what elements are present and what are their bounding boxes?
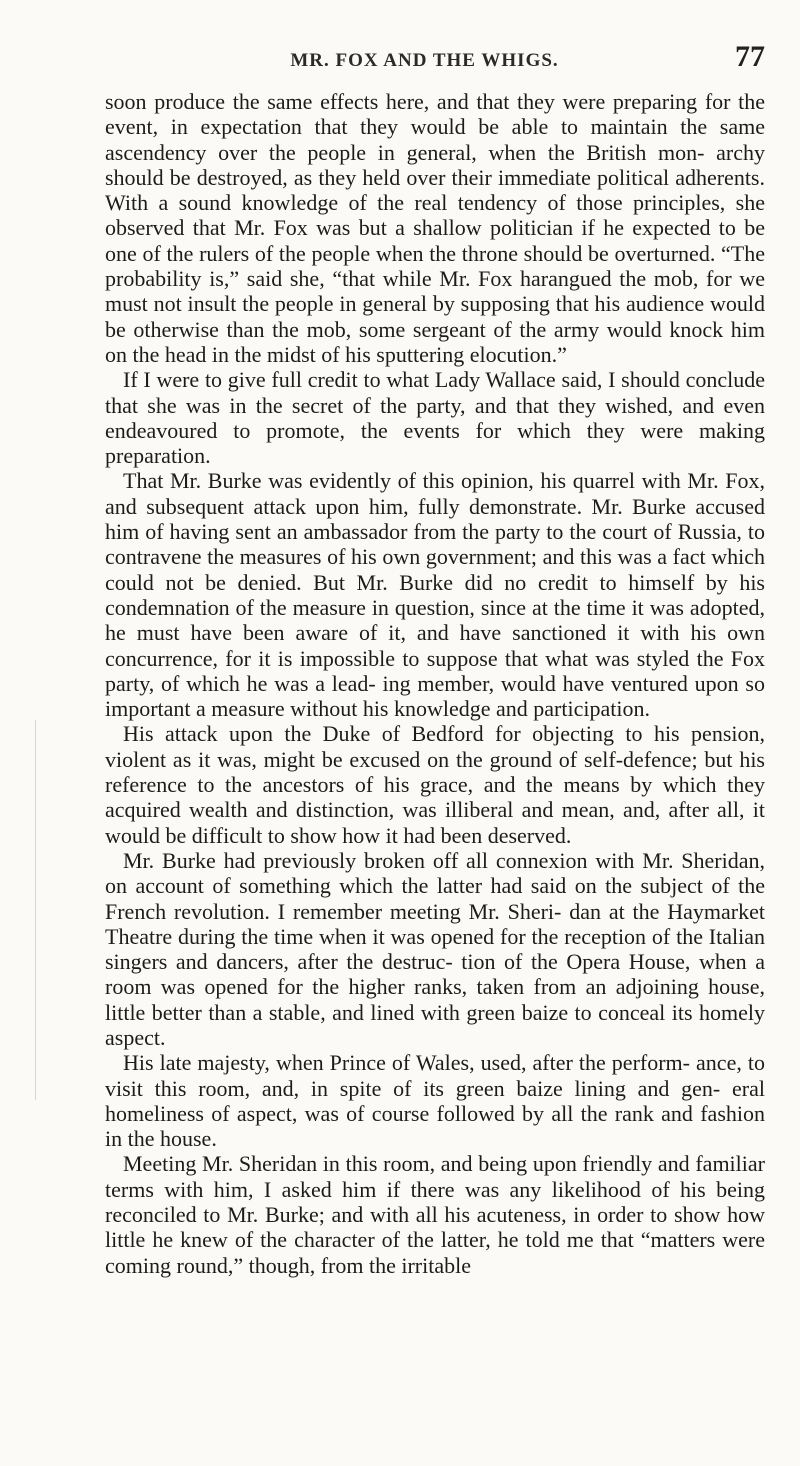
page-number: 77 bbox=[735, 40, 765, 73]
paragraph: If I were to give full credit to what Lady Wallace said, I should conclude that she was in the secret of the party, and that they wished, and even endeavoured to promote, the events for which they were making preparation. bbox=[105, 367, 765, 469]
paragraph: His attack upon the Duke of Bedford for objecting to his pension, violent as it was, might be excused on the ground of self-defence; but his reference to the ancestors of his grace, and the means by which they acquired wealth and distinction, was illiberal and mean, and, after all, it would be difficult to show how it had been deserved. bbox=[105, 721, 765, 848]
body-text bbox=[105, 89, 765, 1278]
paragraph: Mr. Burke had previously broken off all connexion with Mr. Sheridan, on account of something which the latter had said on the subject of the French revolution. I remember meeting Mr. Sheri- dan at the Haymarket Theatre during the time when it was opened for the reception of the Italian singers and dancers, after the destruc- tion of the Opera House, when a room was opened for the higher ranks, taken from an adjoining house, little better than a stable, and lined with green baize to conceal its homely aspect. bbox=[105, 847, 765, 1050]
paragraph: That Mr. Burke was evidently of this opinion, his quarrel with Mr. Fox, and subsequent attack upon him, fully demonstrate. Mr. Burke accused him of having sent an ambassador from the party to the court of Russia, to contravene the measures of his own government; and this was a fact which could not be denied. But Mr. Burke did no credit to himself by his condemnation of the measure in question, since at the time it was adopted, he must have been aware of it, and have sanctioned it with his own concurrence, for it is impossible to suppose that what was styled the Fox party, of which he was a lead- ing member, would have ventured upon so important a measure without his knowledge and participation. bbox=[105, 468, 765, 722]
paragraph: soon produce the same effects here, and that they were preparing for the event, in expectation that they would be able to maintain the same ascendency over the people in general, when the British mon- archy should be destroyed, as they held over their immediate political adherents. With a sound knowledge of the real tendency of those principles, she observed that Mr. Fox was but a shallow politician if he expected to be one of the rulers of the people when the throne should be overturned. “The probability is,” said she, “that while Mr. Fox harangued the mob, for we must not insult the people in general by supposing that his audience would be otherwise than the mob, some sergeant of the army would knock him on the head in the midst of his sputtering elocution.” bbox=[105, 89, 765, 367]
page-header bbox=[84, 40, 765, 80]
page-edge-line bbox=[35, 720, 36, 1100]
running-head: MR. FOX AND THE WHIGS. bbox=[290, 50, 559, 71]
paragraph: Meeting Mr. Sheridan in this room, and being upon friendly and familiar terms with him, I asked him if there was any likelihood of his being reconciled to Mr. Burke; and with all his acuteness, in order to show how little he knew of the character of the latter, he told me that “matters were coming round,” though, from the irritable bbox=[105, 1151, 765, 1278]
paragraph: His late majesty, when Prince of Wales, used, after the perform- ance, to visit this room, and, in spite of its green baize lining and gen- eral homeliness of aspect, was of course followed by all the rank and fashion in the house. bbox=[105, 1050, 765, 1152]
